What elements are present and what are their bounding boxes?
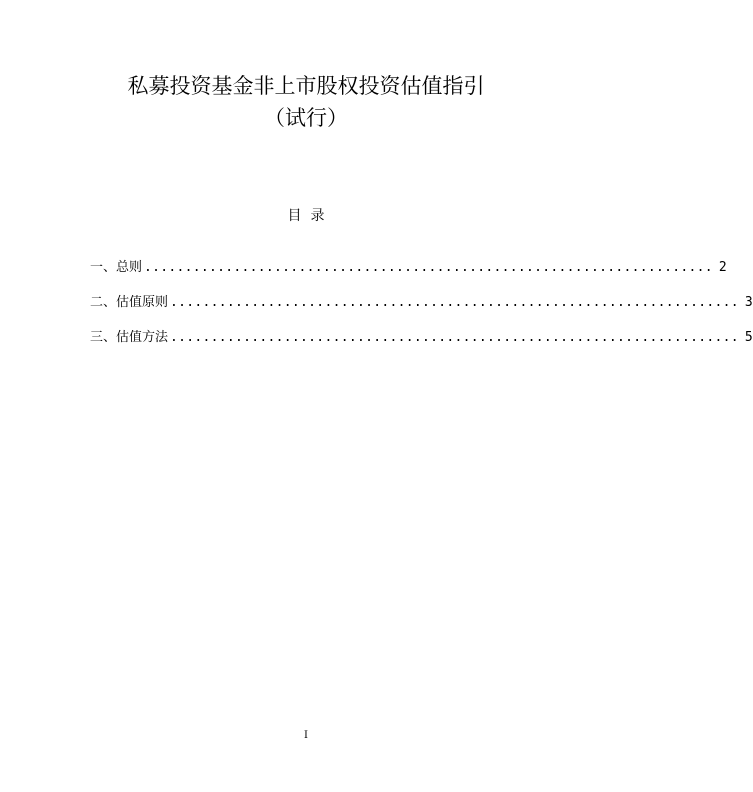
toc-entry-label: 估值原则: [116, 295, 169, 310]
toc-entry[interactable]: [90, 328, 753, 363]
table-of-contents: [90, 258, 753, 363]
toc-dot-leader: ......................................................................: [170, 330, 739, 345]
toc-entry-number: 二、: [90, 295, 117, 310]
toc-entry-number: 一、: [90, 260, 117, 275]
toc-dot-leader: ......................................................................: [144, 260, 713, 275]
toc-entry[interactable]: [90, 293, 753, 328]
toc-entry-page: 3: [744, 295, 753, 310]
page-number: I: [304, 730, 308, 741]
toc-entry-number: 三、: [90, 330, 117, 345]
toc-entry-label: 估值方法: [116, 330, 169, 345]
toc-entry-page: 2: [718, 260, 727, 275]
toc-entry[interactable]: [90, 258, 727, 293]
document-title: 私募投资基金非上市股权投资估值指引: [127, 74, 485, 98]
toc-dot-leader: ......................................................................: [170, 295, 739, 310]
toc-heading: 目 录: [287, 208, 325, 224]
document-subtitle: （试行）: [264, 106, 348, 130]
toc-entry-page: 5: [744, 330, 753, 345]
toc-entry-label: 总则: [116, 260, 143, 275]
